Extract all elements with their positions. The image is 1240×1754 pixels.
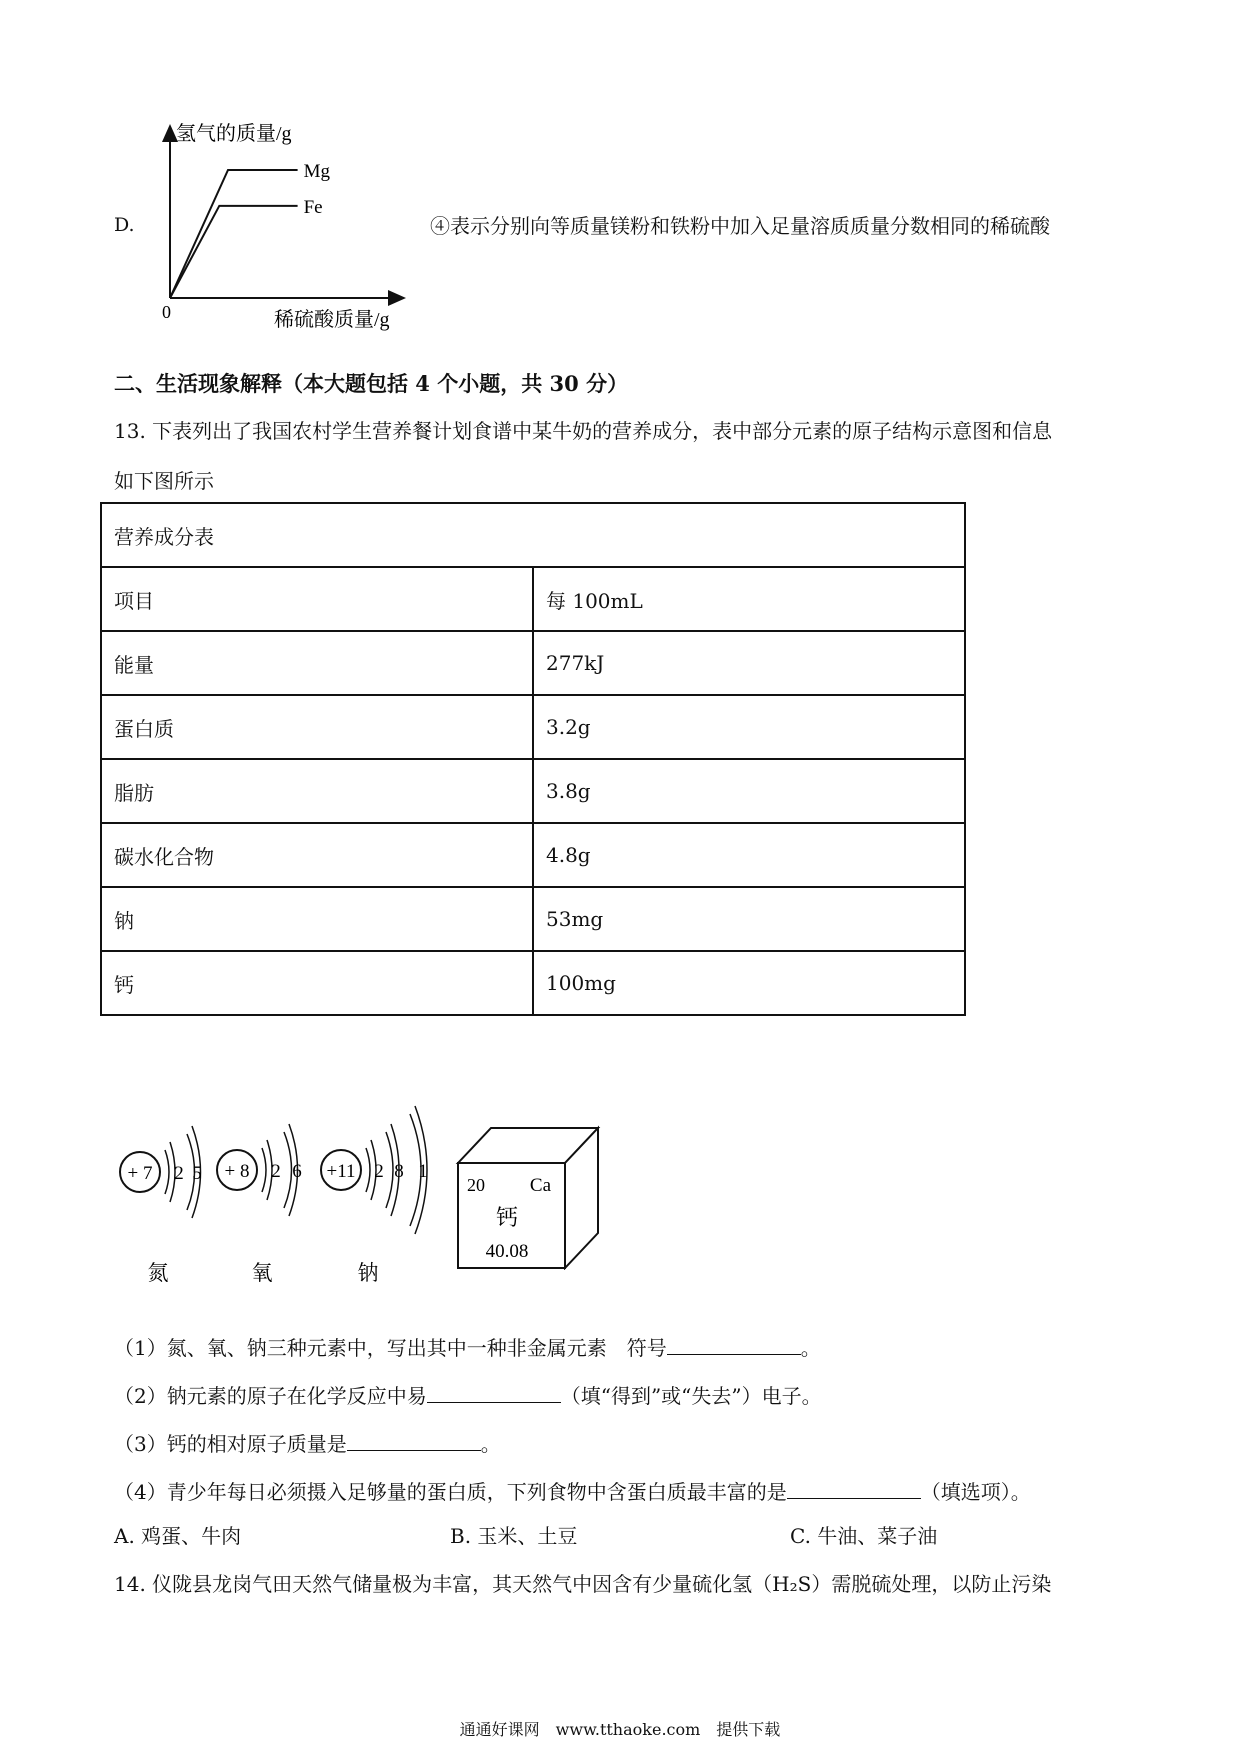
- table-cell: 钙: [101, 951, 533, 1015]
- choice-b: B. 玉米、土豆: [450, 1524, 578, 1548]
- answer-blank[interactable]: [667, 1336, 801, 1355]
- table-cell: 脂肪: [101, 759, 533, 823]
- q14-intro: 14. 仪陇县龙岗气田天然气储量极为丰富，其天然气中因含有少量硫化氢（H₂S）需脱硫处理，以防止污染: [114, 1572, 1052, 1596]
- x-axis-label: 稀硫酸质量/g: [274, 309, 390, 331]
- q13-sub2: （2）钠元素的原子在化学反应中易 （填“得到”或“失去”）电子。: [114, 1384, 822, 1408]
- atom-oxygen: [217, 1124, 302, 1285]
- table-cell: 每 100mL: [533, 567, 965, 631]
- chart-series: [170, 161, 330, 298]
- choice-a: A. 鸡蛋、牛肉: [114, 1524, 242, 1548]
- table-cell: 277kJ: [533, 631, 965, 695]
- element-symbol: Ca: [529, 1175, 551, 1196]
- table-cell: 碳水化合物: [101, 823, 533, 887]
- table-row: [101, 887, 965, 951]
- series-label-mg: Mg: [303, 161, 331, 182]
- table-row: [101, 695, 965, 759]
- table-row: [101, 951, 965, 1015]
- hydrogen-mass-chart: [150, 118, 420, 336]
- calcium-element-card: [455, 1125, 605, 1270]
- shell-electrons: 1: [418, 1161, 428, 1182]
- answer-blank[interactable]: [347, 1432, 481, 1451]
- table-cell: 3.8g: [533, 759, 965, 823]
- nucleus-label: +11: [326, 1161, 356, 1182]
- table-cell: 蛋白质: [101, 695, 533, 759]
- section-title: 二、生活现象解释（本大题包括 4 个小题，共 30 分）: [114, 371, 629, 396]
- q13-sub4: （4）青少年每日必须摄入足够量的蛋白质，下列食物中含蛋白质最丰富的是 （填选项）。: [114, 1480, 1031, 1504]
- series-line-fe: [170, 206, 298, 298]
- q13-intro-line1: 13. 下表列出了我国农村学生营养餐计划食谱中某牛奶的营养成分，表中部分元素的原子结构示意图和信息: [114, 419, 1053, 443]
- nucleus-label: + 7: [127, 1163, 153, 1184]
- table-title: 营养成分表: [101, 503, 965, 567]
- origin-label: 0: [162, 302, 171, 322]
- table-cell: 能量: [101, 631, 533, 695]
- table-cell: 53mg: [533, 887, 965, 951]
- atom-name: 氧: [251, 1261, 273, 1285]
- atom-diagrams: [110, 1090, 450, 1290]
- table-cell: 3.2g: [533, 695, 965, 759]
- shell-electrons: 6: [292, 1161, 302, 1182]
- atomic-mass: 40.08: [485, 1241, 529, 1262]
- series-label-fe: Fe: [303, 196, 323, 218]
- table-row: [101, 759, 965, 823]
- q13-intro-line2: 如下图所示: [114, 469, 214, 493]
- nucleus-label: + 8: [224, 1161, 250, 1182]
- q13-sub1: （1）氮、氧、钠三种元素中，写出其中一种非金属元素 符号 。: [114, 1336, 821, 1360]
- table-row: [101, 823, 965, 887]
- table-title-row: [101, 503, 965, 567]
- table-cell: 100mg: [533, 951, 965, 1015]
- nutrition-table: [100, 502, 966, 1016]
- option-d-letter: D.: [114, 214, 135, 236]
- element-name: 钙: [495, 1205, 519, 1230]
- atom-name: 氮: [147, 1261, 169, 1285]
- atomic-number: 20: [467, 1175, 485, 1195]
- shell-electrons: 2: [174, 1163, 184, 1184]
- table-cell: 项目: [101, 567, 533, 631]
- y-axis-label: 氢气的质量/g: [176, 123, 292, 145]
- table-row: [101, 567, 965, 631]
- q13-sub3: （3）钙的相对原子质量是 。: [114, 1432, 501, 1456]
- table-cell: 4.8g: [533, 823, 965, 887]
- atom-sodium: [321, 1106, 428, 1285]
- atom-nitrogen: [120, 1126, 202, 1285]
- shell-electrons: 8: [394, 1161, 404, 1182]
- option-d-description: ④表示分别向等质量镁粉和铁粉中加入足量溶质质量分数相同的稀硫酸: [430, 214, 1050, 238]
- answer-blank[interactable]: [427, 1384, 561, 1403]
- shell-electrons: 2: [374, 1161, 384, 1182]
- answer-blank[interactable]: [787, 1480, 921, 1499]
- shell-electrons: 2: [271, 1161, 281, 1182]
- footer-credit: 通通好课网 www.tthaoke.com 提供下载: [459, 1720, 781, 1739]
- table-cell: 钠: [101, 887, 533, 951]
- shell-electrons: 5: [192, 1163, 202, 1184]
- choice-c: C. 牛油、菜子油: [790, 1524, 938, 1548]
- table-row: [101, 631, 965, 695]
- atom-name: 钠: [357, 1261, 379, 1285]
- series-line-mg: [170, 170, 298, 298]
